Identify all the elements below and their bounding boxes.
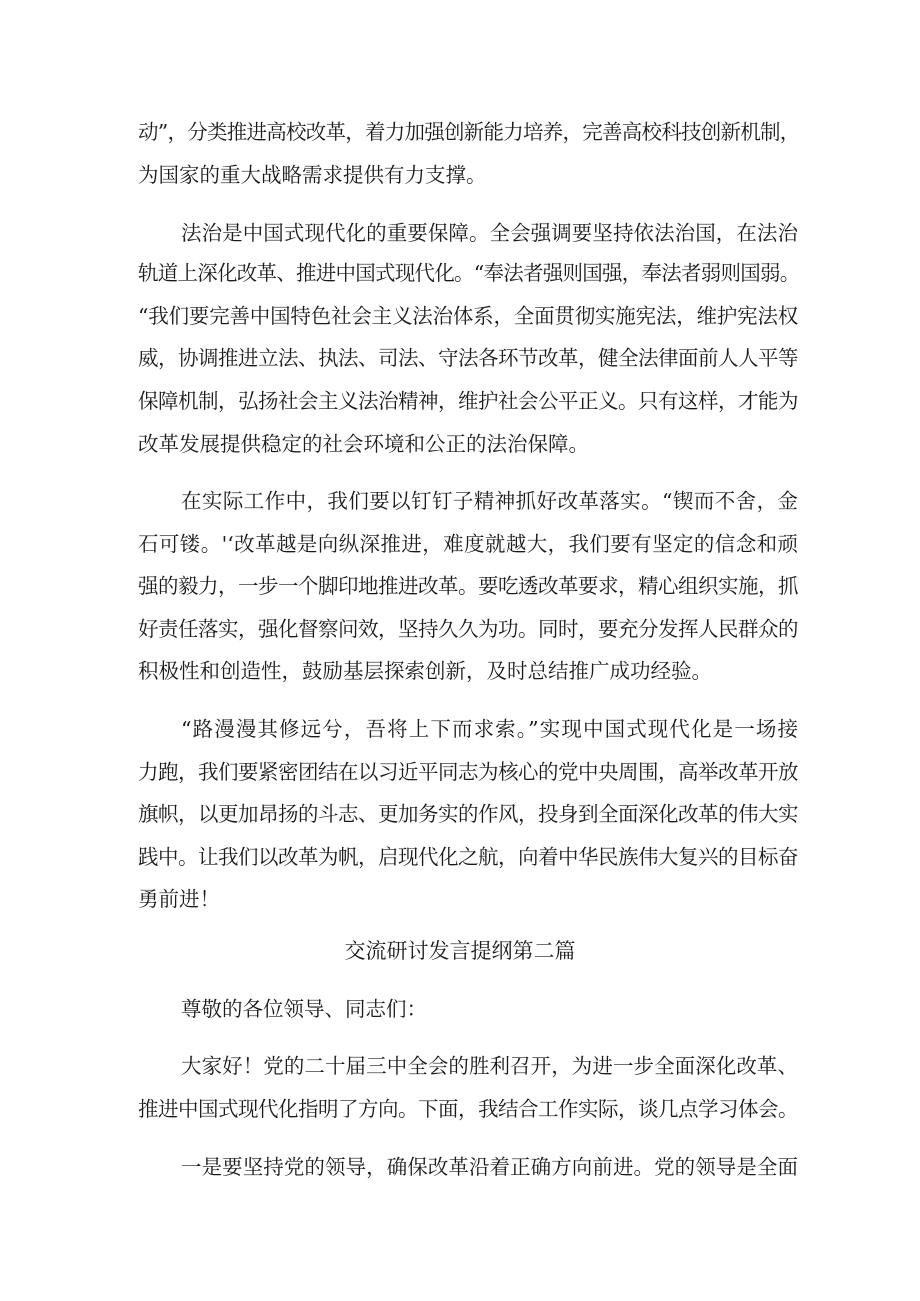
paragraph-3-line-5: 积极性和创造性，鼓励基层探索创新，及时总结推广成功经验。 (138, 659, 712, 683)
paragraph-5-line-1: 大家好！党的二十届三中全会的胜利召开，为进一步全面深化改革、 (181, 1054, 798, 1078)
paragraph-5-line-2: 推进中国式现代化指明了方向。下面，我结合工作实际，谈几点学习体会。 (138, 1097, 798, 1121)
paragraph-2-line-4: 威，协调推进立法、执法、司法、守法各环节改革，健全法律面前人人平等 (138, 346, 798, 370)
paragraph-4-line-1: “路漫漫其修远兮，吾将上下而求索。”实现中国式现代化是一场接 (181, 717, 798, 741)
paragraph-1-line-1: 动”，分类推进高校改革，着力加强创新能力培养，完善高校科技创新机制， (138, 120, 800, 144)
paragraph-3-line-1: 在实际工作中，我们要以钉钉子精神抓好改革落实。“锲而不舍，金 (181, 489, 798, 513)
paragraph-2-line-1: 法治是中国式现代化的重要保障。全会强调要坚持依法治国，在法治 (181, 221, 798, 245)
paragraph-4-line-5: 勇前进！ (138, 887, 220, 911)
paragraph-6-line-1: 一是要坚持党的领导，确保改革沿着正确方向前进。党的领导是全面 (181, 1155, 798, 1179)
paragraph-2-line-5: 保障机制，弘扬社会主义法治精神，维护社会公平正义。只有这样，才能为 (138, 389, 798, 413)
paragraph-4-line-3: 旗帜，以更加昂扬的斗志、更加务实的作风，投身到全面深化改革的伟大实 (138, 802, 798, 826)
paragraph-1-line-2: 为国家的重大战略需求提供有力支撑。 (138, 163, 487, 187)
paragraph-3-line-4: 好责任落实，强化督察问效，坚持久久为功。同时，要充分发挥人民群众的 (138, 617, 798, 641)
salutation: 尊敬的各位领导、同志们： (181, 997, 427, 1021)
paragraph-4-line-2: 力跑，我们要紧密团结在以习近平同志为核心的党中央周围，高举改革开放 (138, 760, 798, 784)
paragraph-3-line-2: 石可镂。'‘改革越是向纵深推进，难度就越大，我们要有坚定的信念和顽 (138, 532, 798, 556)
paragraph-2-line-3: “我们要完善中国特色社会主义法治体系，全面贯彻实施宪法，维护宪法权 (138, 304, 798, 328)
paragraph-2-line-6: 改革发展提供稳定的社会环境和公正的法治保障。 (138, 432, 589, 456)
paragraph-4-line-4: 践中。让我们以改革为帆，启现代化之航，向着中华民族伟大复兴的目标奋 (138, 845, 798, 869)
paragraph-3-line-3: 强的毅力，一步一个脚印地推进改革。要吃透改革要求，精心组织实施，抓 (138, 574, 798, 598)
paragraph-2-line-2: 轨道上深化改革、推进中国式现代化。“奉法者强则国强，奉法者弱则国弱。 (138, 261, 800, 285)
section-heading: 交流研讨发言提纲第二篇 (344, 939, 576, 963)
